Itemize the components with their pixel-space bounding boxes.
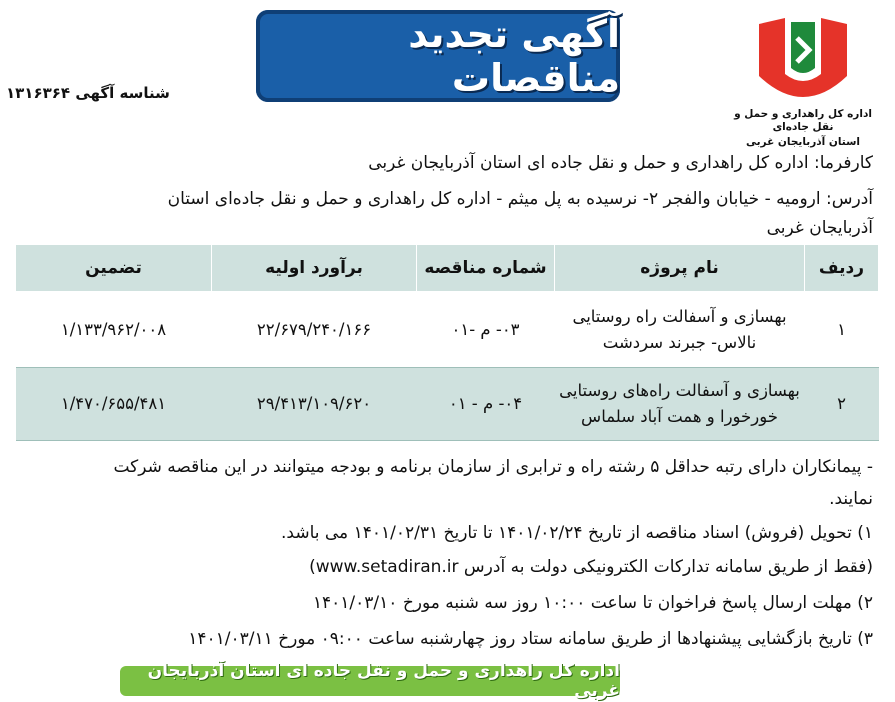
page-title: آگهی تجدید مناقصات — [408, 12, 620, 100]
road-administration-logo-icon — [755, 14, 851, 106]
project-line2: نالاس- جبرند سردشت — [602, 332, 757, 352]
cell-tender-no: ۰۳- م -۰۱ — [417, 292, 555, 368]
condition-item3: ۳) تاریخ بازگشایی پیشنهادها از طریق سامانه ستاد روز چهارشنبه ساعت ۰۹:۰۰ مورخ ۱۴۰۱/۰۳/۱۱ — [188, 629, 873, 649]
org-logo — [733, 14, 873, 148]
logo-caption-line1: اداره کل راهداری و حمل و نقل جاده‌ای — [734, 108, 872, 133]
col-header-estimate: برآورد اولیه — [212, 245, 417, 292]
col-header-row-no: ردیف — [805, 245, 879, 292]
cell-row-no: ۱ — [805, 292, 879, 368]
logo-caption-line2: استان آذربایجان غربی — [745, 136, 861, 148]
title-banner — [256, 10, 620, 102]
col-header-project: نام پروژه — [555, 245, 805, 292]
cell-project — [555, 292, 805, 368]
project-line2: خورخورا و همت آباد سلماس — [581, 407, 778, 426]
cell-guarantee: ۱/۱۳۳/۹۶۲/۰۰۸ — [16, 292, 212, 368]
cell-estimate: ۲۲/۶۷۹/۲۴۰/۱۶۶ — [212, 292, 417, 368]
condition-item1-note: (فقط از طریق سامانه تدارکات الکترونیکی دولت به آدرس www.setadiran.ir) — [309, 557, 873, 577]
notice-id: شناسه آگهی ۱۳۱۶۳۶۴ — [6, 84, 170, 102]
cell-tender-no: ۰۴- م - ۰۱ — [417, 368, 555, 441]
cell-project — [555, 368, 805, 441]
employer-line: کارفرما: اداره کل راهداری و حمل و نقل جاده ای استان آذربایجان غربی — [368, 153, 873, 173]
footer-text: اداره کل راهداری و حمل و نقل جاده ای استان آذربایجان غربی — [147, 661, 620, 701]
contractor-condition-line2: نمایند. — [829, 489, 873, 509]
address-line2: آذربایجان غربی — [766, 218, 873, 238]
contractor-condition-line1: - پیمانکاران دارای رتبه حداقل ۵ رشته راه و ترابری از سازمان برنامه و بودجه میتوانند در این مناقصه شرکت — [113, 457, 873, 477]
table-row — [16, 368, 879, 441]
project-line1: بهسازی و آسفالت راه‌های روستایی — [559, 381, 800, 400]
table-header-row — [16, 245, 879, 292]
project-line1: بهسازی و آسفالت راه روستایی — [572, 306, 787, 326]
col-header-tender-no: شماره مناقصه — [417, 245, 555, 292]
condition-item1: ۱) تحویل (فروش) اسناد مناقصه از تاریخ ۱۴۰۱/۰۲/۲۴ تا تاریخ ۱۴۰۱/۰۲/۳۱ می باشد. — [281, 523, 873, 543]
footer-banner — [120, 661, 620, 701]
condition-item2: ۲) مهلت ارسال پاسخ فراخوان تا ساعت ۱۰:۰۰ روز سه شنبه مورخ ۱۴۰۱/۰۳/۱۰ — [312, 593, 873, 613]
col-header-guarantee: تضمین — [16, 245, 212, 292]
cell-guarantee: ۱/۴۷۰/۶۵۵/۴۸۱ — [16, 368, 212, 441]
table-row — [16, 292, 879, 368]
address-line1: آدرس: ارومیه - خیابان والفجر ۲- نرسیده به پل میثم - اداره کل راهداری و حمل و نقل جاده‌ای استان — [167, 189, 873, 209]
cell-row-no: ۲ — [805, 368, 879, 441]
cell-estimate: ۲۹/۴۱۳/۱۰۹/۶۲۰ — [212, 368, 417, 441]
tender-table — [15, 244, 879, 441]
